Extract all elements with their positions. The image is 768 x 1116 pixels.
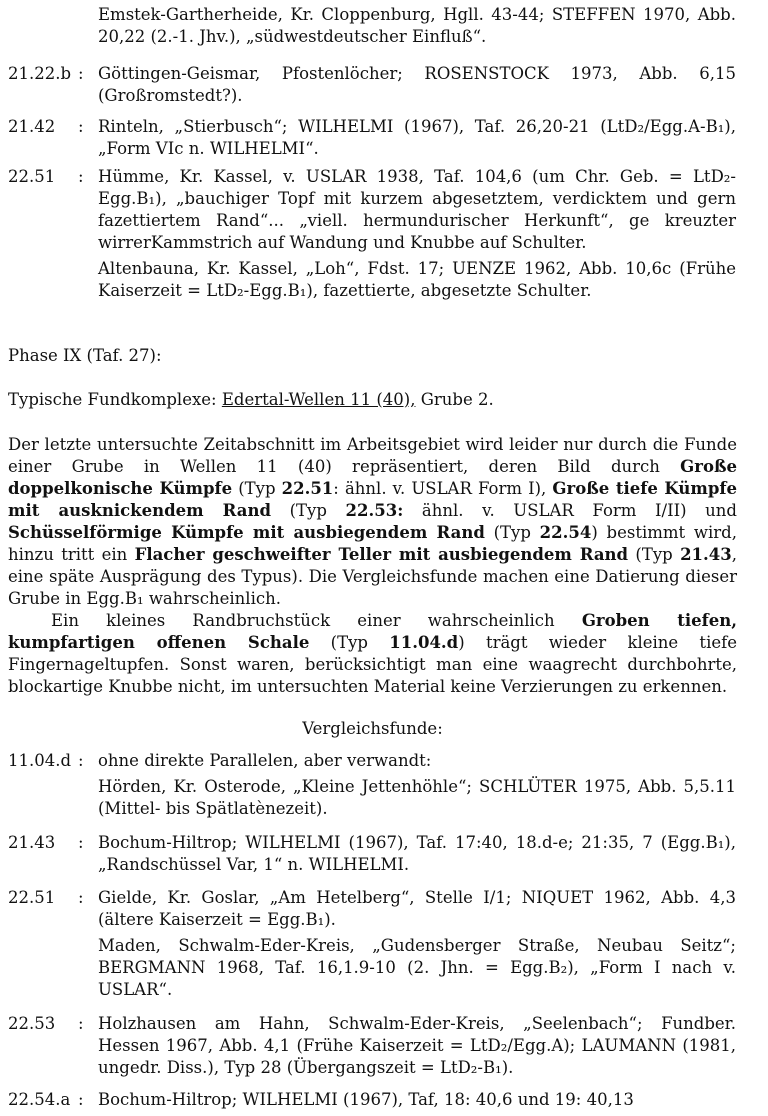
body-paragraph-1: Der letzte untersuchte Zeitabschnitt im Arbeitsgebiet wird leider nur durch die Funde einer Grube in Wellen 11 (40) repräsentiert, deren Bild durch Große doppelkonische Kümpfe (Typ 22.51: ähnl. v. USLAR Form I), Große tiefe Kümpfe mit ausknickendem Rand (Typ 22.53: ähnl. v. USLAR Form I/II) und Schüsselförmige Kümpfe mit ausbiegendem Rand (Typ 22.54) bestimmt wird, hinzu tritt ein Flacher geschweifter Teller mit ausbiegendem Rand (Typ 21.43, eine späte Ausprägung des Typus). Die Vergleichsfunde machen eine Datierung dieser Grube in Egg.B₁ wahrscheinlich. [8,435,737,608]
entry-colon: : [78,117,84,136]
entry-colon: : [78,64,84,83]
entry-code: 22.54.a [8,1090,71,1109]
entry-paragraph: Hörden, Kr. Osterode, „Kleine Jettenhöhle“; SCHLÜTER 1975, Abb. 5,5.11 (Mittel- bis Spätlatènezeit). [98,777,736,818]
entry-paragraph: Göttingen-Geismar, Pfostenlöcher; ROSENSTOCK 1973, Abb. 6,15 (Großromstedt?). [98,64,736,105]
type-name: Flacher geschweifter Teller mit ausbiegendem Rand [134,545,629,564]
type-number: 22.54 [539,523,592,542]
typical-site-reference: Edertal-Wellen 11 (40), [221,390,416,409]
entry-colon: : [78,1090,84,1109]
typical-rest: Grube 2. [415,390,494,409]
entry-code: 21.22.b [8,64,72,83]
entry-text [98,166,736,302]
entry-paragraph: Maden, Schwalm-Eder-Kreis, „Gudensberger Straße, Neubau Seitz“; BERGMANN 1968, Taf. 16,1.9-10 (2. Jhn. = Egg.B₂), „Form I nach v. USLAR“. [98,936,736,999]
entry-paragraph: Altenbauna, Kr. Kassel, „Loh“, Fdst. 17; UENZE 1962, Abb. 10,6c (Frühe Kaiserzeit = LtD₂-Egg.B₁), fazettierte, abgesetzte Schulter. [98,259,736,300]
typical-complexes [8,389,737,411]
type-name: Groben tiefen, kumpfartigen offenen Schale [8,611,737,652]
entry-code: 22.53 [8,1014,56,1033]
entry-paragraph: Holzhausen am Hahn, Schwalm-Eder-Kreis, „Seelenbach“; Fundber. Hessen 1967, Abb. 4,1 (Frühe Kaiserzeit = LtD₂/Egg.A); LAUMANN (1981, ungedr. Diss.), Typ 28 (Übergangszeit = LtD₂-B₁). [98,1014,736,1077]
entry-paragraph: Bochum-Hiltrop; WILHELMI (1967), Taf. 17:40, 18.d-e; 21:35, 7 (Egg.B₁), „Randschüssel Var, 1“ n. WILHELMI. [98,833,736,874]
entry-code: 21.43 [8,833,56,852]
entry-text [98,1089,736,1111]
entry-text [98,116,736,160]
type-number: 11.04.d [389,633,459,652]
type-name: Schüsselförmige Kümpfe mit ausbiegendem Rand [8,523,485,542]
entry-paragraph: Hümme, Kr. Kassel, v. USLAR 1938, Taf. 104,6 (um Chr. Geb. = LtD₂-Egg.B₁), „bauchiger Topf mit kurzem abgesetztem, verdicktem und gern fazettiertem Rand“... „viell. hermundurischer Herkunft“, ge kreuzter wirrerKammstrich auf Wandung und Knubbe auf Schulter. [98,167,736,252]
entry-paragraph: Gielde, Kr. Goslar, „Am Hetelberg“, Stelle I/1; NIQUET 1962, Abb. 4,3 (ältere Kaiserzeit = Egg.B₁). [98,888,736,929]
entry-text [98,4,736,48]
body-paragraph-2: Ein kleines Randbruchstück einer wahrscheinlich Groben tiefen, kumpfartigen offenen Schale (Typ 11.04.d) trägt wieder kleine tiefe Fingernageltupfen. Sonst waren, berücksichtigt man eine waagrecht durchbohrte, blockartige Knubbe nicht, im untersuchten Material keine Verzierungen zu erkennen. [8,611,737,696]
entry-paragraph: Emstek-Gartherheide, Kr. Cloppenburg, Hgll. 43-44; STEFFEN 1970, Abb. 20,22 (2.-1. Jhv.), „südwestdeutscher Einfluß“. [98,5,736,46]
entry-code: 22.51 [8,888,56,907]
entry-code: 21.42 [8,117,56,136]
type-number: 22.51 [281,479,334,498]
comparisons-heading: Vergleichsfunde: [302,719,443,738]
entry-colon: : [78,751,84,770]
entry-colon: : [78,833,84,852]
entry-paragraph: Rinteln, „Stierbusch“; WILHELMI (1967), Taf. 26,20-21 (LtD₂/Egg.A-B₁), „Form VIc n. WILHELMI“. [98,117,736,158]
entry-text [98,1013,736,1079]
type-name: Große tiefe Kümpfe mit ausknickendem Rand [8,479,737,520]
entry-colon: : [78,167,84,186]
entry-paragraph: Bochum-Hiltrop; WILHELMI (1967), Taf, 18: 40,6 und 19: 40,13 [98,1090,634,1109]
entry-code: 11.04.d [8,751,72,770]
type-number: 21.43 [680,545,732,564]
entry-colon: : [78,1014,84,1033]
entry-text [98,887,736,1001]
typical-label: Typische Fundkomplexe: [8,390,222,409]
type-number: 22.53: [345,501,404,520]
entry-paragraph: ohne direkte Parallelen, aber verwandt: [98,751,432,770]
entry-colon: : [78,888,84,907]
entry-text [98,832,736,876]
type-name: Große doppelkonische Kümpfe [8,457,737,498]
phase-heading: Phase IX (Taf. 27): [8,346,162,365]
entry-text [98,750,736,820]
entry-code: 22.51 [8,167,56,186]
entry-text [98,63,736,107]
